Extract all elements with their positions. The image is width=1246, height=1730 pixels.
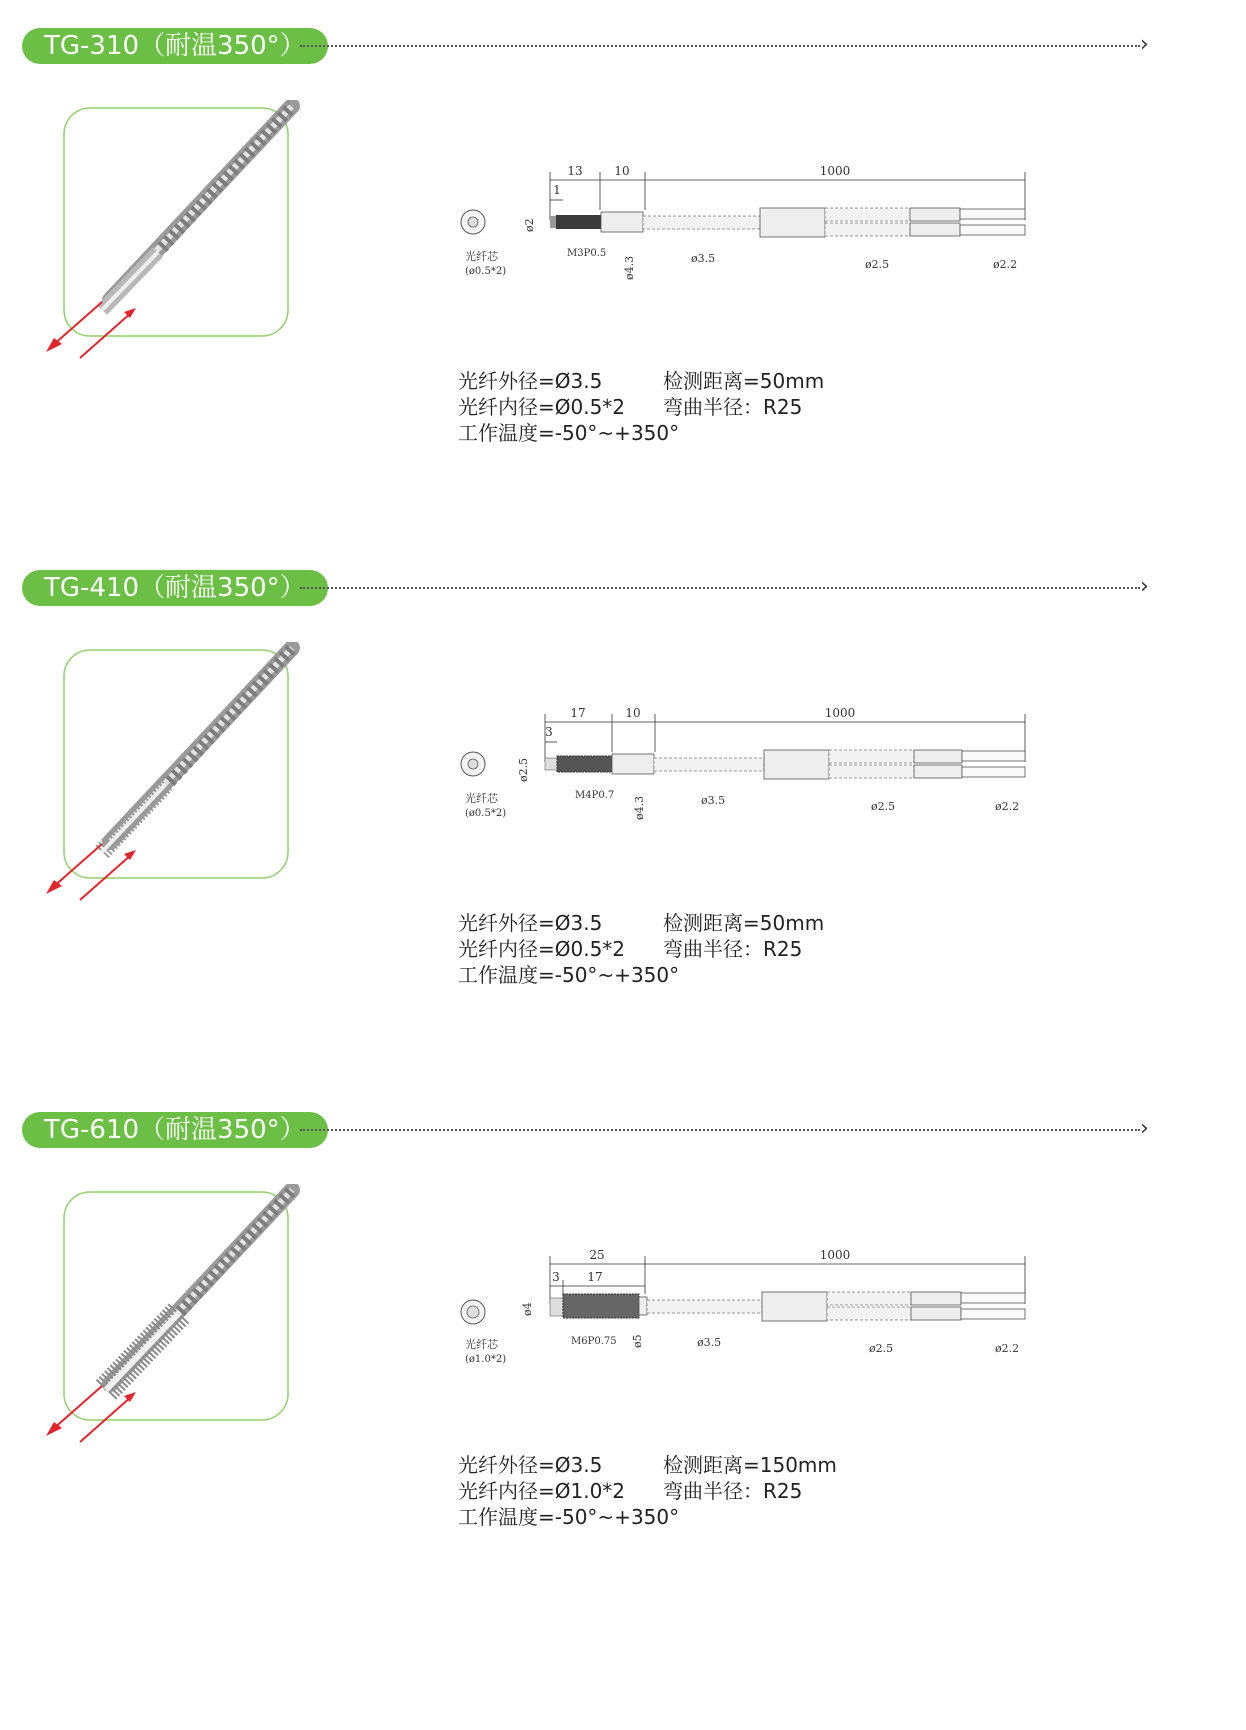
product-photo xyxy=(40,1184,330,1454)
dim-tip: 1 xyxy=(553,183,561,197)
core-spec: (ø0.5*2) xyxy=(465,266,507,277)
spec-temperature: 工作温度=-50°~+350° xyxy=(458,421,680,445)
spec-outer-diameter: 光纤外径=Ø3.5 xyxy=(458,1453,603,1477)
dia-end: ø2.2 xyxy=(993,258,1018,271)
technical-drawing xyxy=(450,160,1100,320)
core-label: 光纤芯 xyxy=(465,792,498,805)
dim-length-total: 1000 xyxy=(824,706,856,720)
dim-length-a: 17 xyxy=(570,706,586,720)
dia-sleeve: ø3.5 xyxy=(701,794,726,807)
dia-body: ø5 xyxy=(631,1334,644,1348)
spec-inner-diameter: 光纤内径=Ø1.0*2 xyxy=(458,1479,626,1503)
chevron-right-icon: › xyxy=(1140,1116,1149,1141)
dim-length-a: 13 xyxy=(567,164,583,178)
dia-sleeve: ø3.5 xyxy=(691,252,716,265)
chevron-right-icon: › xyxy=(1140,574,1149,599)
dia-body: ø4.3 xyxy=(623,255,636,280)
spec-detect-distance: 检测距离=150mm xyxy=(663,1453,837,1477)
core-spec: (ø0.5*2) xyxy=(465,808,507,819)
product-title: TG-310（耐温350°） xyxy=(22,28,328,64)
thread-spec: M4P0.7 xyxy=(575,790,615,801)
dim-length-a: 25 xyxy=(589,1248,605,1262)
core-spec: (ø1.0*2) xyxy=(465,1354,507,1365)
divider xyxy=(300,587,1140,589)
spec-inner-diameter: 光纤内径=Ø0.5*2 xyxy=(458,395,626,419)
dia-end: ø2.2 xyxy=(995,1342,1020,1355)
dim-length-b: 17 xyxy=(587,1270,603,1284)
spec-outer-diameter: 光纤外径=Ø3.5 xyxy=(458,369,603,393)
product-section-tg310 xyxy=(0,0,1246,540)
dia-tip: ø2 xyxy=(523,218,536,232)
product-section-tg610 xyxy=(0,1084,1246,1624)
dia-join: ø2.5 xyxy=(865,258,890,271)
divider xyxy=(300,45,1140,47)
spec-bend-radius: 弯曲半径：R25 xyxy=(663,937,803,961)
spec-detect-distance: 检测距离=50mm xyxy=(663,911,825,935)
spec-detect-distance: 检测距离=50mm xyxy=(663,369,825,393)
dim-tip: 3 xyxy=(545,725,553,739)
spec-temperature: 工作温度=-50°~+350° xyxy=(458,963,680,987)
product-photo xyxy=(40,642,330,912)
spec-list xyxy=(458,1452,837,1530)
product-title: TG-610（耐温350°） xyxy=(22,1112,328,1148)
dia-body: ø4.3 xyxy=(633,795,646,820)
dim-length-b: 10 xyxy=(614,164,630,178)
spec-list xyxy=(458,368,824,446)
product-photo xyxy=(40,100,330,370)
dim-length-b: 10 xyxy=(625,706,641,720)
dia-join: ø2.5 xyxy=(871,800,896,813)
spec-inner-diameter: 光纤内径=Ø0.5*2 xyxy=(458,937,626,961)
dia-sleeve: ø3.5 xyxy=(697,1336,722,1349)
dia-end: ø2.2 xyxy=(995,800,1020,813)
dim-tip: 3 xyxy=(552,1270,560,1284)
technical-drawing xyxy=(450,702,1100,862)
divider xyxy=(300,1129,1140,1131)
core-label: 光纤芯 xyxy=(465,250,498,263)
dim-length-total: 1000 xyxy=(819,164,851,178)
core-label: 光纤芯 xyxy=(465,1338,498,1351)
dia-join: ø2.5 xyxy=(869,1342,894,1355)
product-title: TG-410（耐温350°） xyxy=(22,570,328,606)
spec-bend-radius: 弯曲半径：R25 xyxy=(663,395,803,419)
thread-spec: M3P0.5 xyxy=(567,248,607,259)
dia-tip: ø2.5 xyxy=(517,757,530,782)
dia-tip: ø4 xyxy=(521,1302,534,1316)
dim-length-total: 1000 xyxy=(819,1248,851,1262)
thread-spec: M6P0.75 xyxy=(571,1336,617,1347)
product-section-tg410 xyxy=(0,542,1246,1082)
spec-outer-diameter: 光纤外径=Ø3.5 xyxy=(458,911,603,935)
spec-list xyxy=(458,910,824,988)
spec-temperature: 工作温度=-50°~+350° xyxy=(458,1505,680,1529)
spec-bend-radius: 弯曲半径：R25 xyxy=(663,1479,803,1503)
technical-drawing xyxy=(450,1244,1100,1404)
chevron-right-icon: › xyxy=(1140,32,1149,57)
